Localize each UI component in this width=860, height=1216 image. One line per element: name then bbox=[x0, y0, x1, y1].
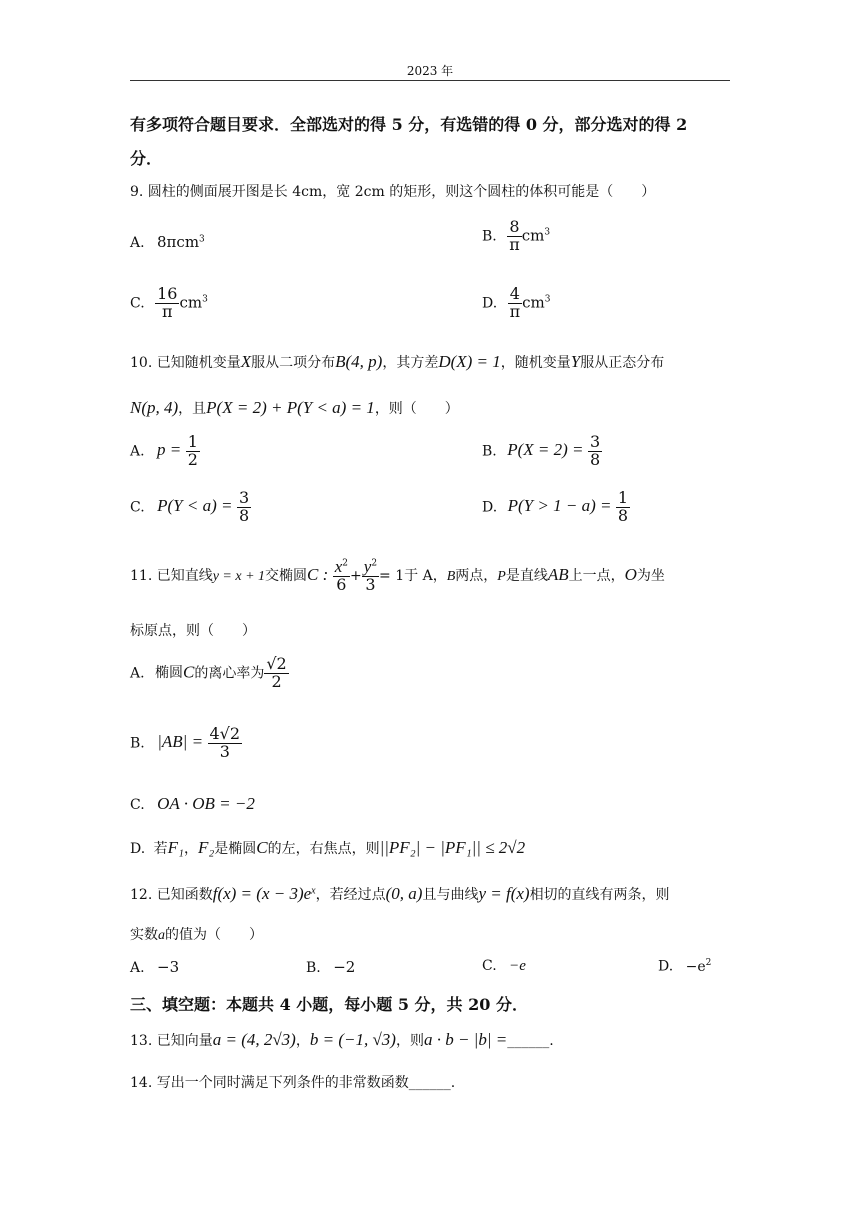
q10-option-a bbox=[130, 434, 200, 469]
math: F₁ bbox=[167, 838, 184, 857]
numerator: y bbox=[363, 557, 372, 576]
text: ， bbox=[183, 841, 198, 857]
denominator: 8 bbox=[589, 449, 601, 469]
q10-stem-line1 bbox=[130, 352, 664, 372]
fraction bbox=[237, 490, 251, 525]
math: = 1 bbox=[379, 567, 405, 584]
text: 且与曲线 bbox=[422, 887, 479, 903]
section-instruction-cont: 分． bbox=[130, 149, 163, 168]
option-label: B. bbox=[482, 228, 497, 245]
text: 两点， bbox=[455, 567, 498, 584]
text: 服从正态分布 bbox=[580, 355, 665, 371]
fraction bbox=[507, 219, 522, 254]
option-label: A. bbox=[130, 235, 145, 251]
math: a bbox=[158, 928, 165, 943]
text: 的左，右焦点，则 bbox=[267, 841, 380, 857]
unit: cm bbox=[179, 293, 203, 312]
q9-option-c bbox=[130, 286, 208, 321]
denominator: π bbox=[509, 234, 520, 254]
superscript: 3 bbox=[544, 227, 551, 238]
text: 11. 已知直线 bbox=[130, 567, 213, 584]
math: P(Y < a) = bbox=[157, 496, 233, 516]
denominator: 2 bbox=[271, 671, 282, 691]
q12-option-d bbox=[658, 958, 711, 975]
q10-option-b bbox=[482, 434, 602, 469]
q14 bbox=[130, 1072, 455, 1092]
text: 是直线 bbox=[505, 567, 548, 584]
fraction bbox=[333, 558, 350, 594]
unit: cm bbox=[521, 226, 545, 245]
option-value: −3 bbox=[157, 958, 180, 976]
option-label: C. bbox=[130, 295, 145, 312]
fraction bbox=[186, 434, 200, 469]
text: ，随机变量 bbox=[500, 355, 571, 371]
option-label: C. bbox=[130, 499, 145, 516]
q11-stem-line1 bbox=[130, 558, 665, 594]
text: ，其方差 bbox=[382, 355, 439, 371]
numerator: 3 bbox=[589, 432, 601, 451]
q11-option-c bbox=[130, 794, 255, 814]
q12-option-b bbox=[306, 958, 355, 976]
text: 若 bbox=[153, 841, 168, 857]
numerator: 8 bbox=[507, 219, 522, 237]
q10-option-d bbox=[482, 490, 630, 525]
text: 的离心率为 bbox=[194, 665, 265, 682]
fraction bbox=[588, 434, 602, 469]
fraction bbox=[508, 286, 523, 321]
text: ， bbox=[295, 1033, 310, 1049]
superscript: x bbox=[311, 885, 316, 897]
denominator: 3 bbox=[219, 741, 230, 761]
denominator: 6 bbox=[336, 574, 347, 594]
text: ，则 bbox=[395, 1033, 424, 1049]
q11-option-b bbox=[130, 726, 242, 761]
fraction bbox=[155, 286, 179, 321]
answer-blank[interactable]: ______ bbox=[408, 1075, 451, 1091]
option-label: D. bbox=[482, 295, 498, 312]
text: 的值为（ ） bbox=[165, 927, 263, 943]
denominator: 2 bbox=[187, 449, 198, 469]
math: |AB| = bbox=[157, 732, 204, 752]
math: N(p, 4) bbox=[130, 398, 179, 417]
text: 实数 bbox=[130, 927, 158, 943]
numerator: 4 bbox=[508, 286, 523, 304]
text: . bbox=[549, 1033, 554, 1049]
denominator: 3 bbox=[365, 574, 376, 594]
q9-stem: 9. 圆柱的侧面展开图是长 4cm，宽 2cm 的矩形，则这个圆柱的体积可能是（ ） bbox=[130, 184, 656, 200]
numerator: 16 bbox=[157, 284, 178, 303]
q11-stem-line2: 标原点，则（ ） bbox=[130, 623, 256, 639]
option-value: −e bbox=[509, 958, 526, 974]
text: 为坐 bbox=[636, 567, 665, 584]
text: 13. 已知向量 bbox=[130, 1033, 213, 1049]
text: 服从二项分布 bbox=[251, 355, 336, 371]
option-value: 8πcm bbox=[157, 233, 200, 251]
text: ，且 bbox=[178, 401, 207, 417]
q9-option-b bbox=[482, 219, 550, 254]
numerator: x bbox=[334, 557, 343, 576]
section-3-heading: 三、填空题：本题共 4 小题，每小题 5 分，共 20 分． bbox=[130, 995, 528, 1014]
math: X bbox=[240, 352, 252, 371]
numerator: √2 bbox=[266, 654, 287, 673]
math: AB bbox=[547, 564, 569, 584]
option-label: D. bbox=[658, 958, 674, 975]
q12-option-c bbox=[482, 958, 526, 975]
q10-option-c bbox=[130, 490, 251, 525]
fraction bbox=[208, 726, 243, 761]
math: b = (−1, √3) bbox=[309, 1030, 396, 1049]
page-header: 2023 年 bbox=[406, 64, 454, 78]
math: C : bbox=[307, 564, 329, 584]
q9-option-d bbox=[482, 286, 551, 321]
superscript: 2 bbox=[371, 558, 378, 569]
section-instruction: 有多项符合题目要求．全部选对的得 5 分，有选错的得 0 分，部分选对的得 2 bbox=[130, 115, 688, 134]
text: 10. 已知随机变量 bbox=[130, 355, 241, 371]
unit: cm bbox=[522, 293, 545, 312]
superscript: 2 bbox=[705, 958, 712, 968]
q11-option-a bbox=[130, 656, 289, 691]
operator: + bbox=[350, 567, 362, 584]
fraction bbox=[616, 490, 630, 525]
text: ，若经过点 bbox=[315, 887, 386, 903]
text: 于 A， bbox=[404, 567, 447, 584]
superscript: 3 bbox=[199, 234, 205, 245]
math: p = bbox=[157, 440, 182, 460]
answer-blank[interactable]: ______ bbox=[507, 1033, 550, 1049]
math: f(x) = (x − 3)e bbox=[212, 884, 312, 903]
superscript: 3 bbox=[544, 294, 551, 305]
math: Y bbox=[570, 352, 581, 371]
option-value: −2 bbox=[333, 958, 356, 976]
q9-option-a bbox=[130, 233, 205, 251]
option-label: D. bbox=[482, 499, 498, 516]
option-label: A. bbox=[130, 443, 145, 460]
math: a = (4, 2√3) bbox=[212, 1030, 296, 1049]
text: 是椭圆 bbox=[214, 841, 257, 857]
math: D(X) = 1 bbox=[438, 352, 501, 371]
math: C bbox=[256, 838, 268, 857]
option-label: C. bbox=[130, 797, 145, 813]
denominator: 8 bbox=[238, 505, 250, 525]
text: 交椭圆 bbox=[265, 567, 308, 584]
math: P(X = 2) + P(Y < a) = 1 bbox=[206, 398, 375, 417]
q11-option-d bbox=[130, 838, 525, 858]
math: O bbox=[624, 564, 637, 584]
text: 上一点， bbox=[568, 567, 625, 584]
math: y = f(x) bbox=[478, 884, 530, 903]
math: OA · OB = −2 bbox=[157, 794, 255, 813]
q10-stem-line2 bbox=[130, 398, 459, 418]
math: B bbox=[446, 568, 456, 584]
math: (0, a) bbox=[385, 884, 423, 903]
superscript: 2 bbox=[342, 558, 349, 569]
math: P(X = 2) = bbox=[507, 440, 584, 460]
math: B(4, p) bbox=[335, 352, 383, 371]
option-value: −e bbox=[685, 958, 706, 975]
math: a · b − |b| = bbox=[423, 1030, 508, 1049]
header-rule bbox=[130, 80, 730, 81]
text: 12. 已知函数 bbox=[130, 887, 213, 903]
denominator: 8 bbox=[617, 505, 629, 525]
option-label: A. bbox=[130, 665, 145, 682]
numerator: 4√2 bbox=[209, 724, 241, 743]
math: C bbox=[183, 662, 195, 682]
numerator: 3 bbox=[238, 488, 250, 507]
option-label: B. bbox=[306, 960, 321, 976]
option-label: B. bbox=[130, 735, 145, 752]
denominator: π bbox=[509, 301, 521, 321]
numerator: 1 bbox=[617, 488, 629, 507]
q12-option-a bbox=[130, 958, 179, 976]
superscript: 3 bbox=[202, 294, 208, 305]
q12-stem-line2 bbox=[130, 924, 263, 944]
math: y = x + 1 bbox=[212, 568, 266, 584]
q12-stem-line1 bbox=[130, 884, 670, 904]
fraction bbox=[264, 656, 288, 691]
math: P(Y > 1 − a) = bbox=[507, 496, 612, 516]
q13 bbox=[130, 1030, 554, 1050]
denominator: π bbox=[162, 301, 173, 321]
numerator: 1 bbox=[187, 432, 198, 451]
fraction bbox=[362, 558, 379, 594]
math: ||PF₂| − |PF₁|| ≤ 2√2 bbox=[379, 838, 526, 857]
option-label: B. bbox=[482, 443, 497, 460]
text: 椭圆 bbox=[155, 665, 184, 682]
option-label: A. bbox=[130, 960, 145, 976]
option-label: C. bbox=[482, 958, 497, 974]
text: ，则（ ） bbox=[374, 401, 459, 417]
math: P bbox=[497, 568, 506, 584]
option-label: D. bbox=[130, 841, 146, 857]
text: 相切的直线有两条，则 bbox=[529, 887, 670, 903]
math: F₂ bbox=[197, 838, 215, 857]
text: 14. 写出一个同时满足下列条件的非常数函数 bbox=[130, 1075, 409, 1091]
text: . bbox=[450, 1075, 456, 1091]
